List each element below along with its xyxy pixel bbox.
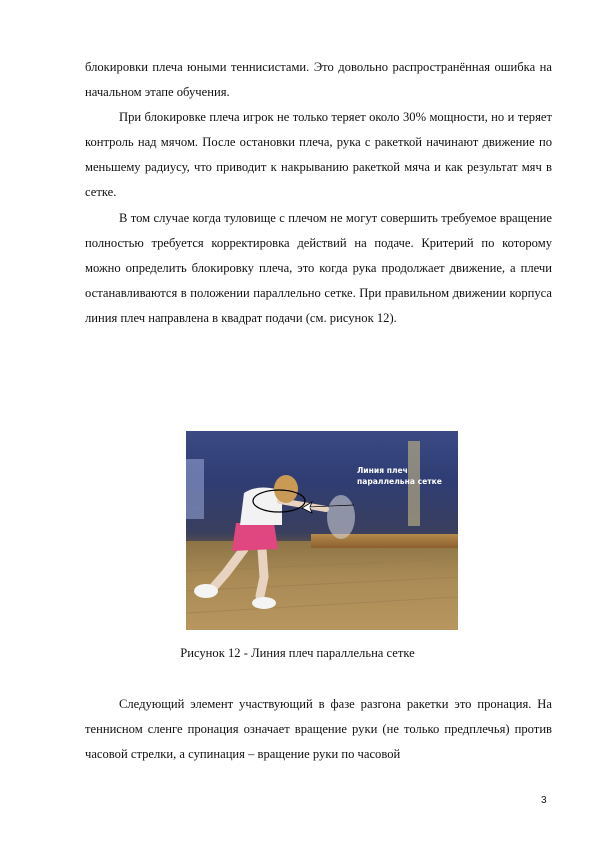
paragraph-1: блокировки плеча юными теннисистами. Это довольно распространённая ошибка на начальном этапе обучения.	[85, 60, 552, 99]
paragraph-2: При блокировке плеча игрок не только теряет около 30% мощности, но и теряет контроль над мячом. После остановки плеча, рука с ракеткой начинают движение по меньшему радиусу, что приводит к накрыванию ракеткой мяча и как результат мяч в сетке.	[85, 110, 552, 199]
figure-caption: Рисунок 12 - Линия плеч параллельна сетке	[180, 646, 415, 660]
shoulder-line-annotation: Линия плеч параллельна сетке	[357, 466, 442, 486]
figure-12-photo	[186, 431, 458, 630]
paragraph-4: Следующий элемент участвующий в фазе разгона ракетки это пронация. На теннисном сленге пронация означает вращение руки (не только предплечья) против часовой стрелки, а супинация – вращение руки по часовой	[85, 697, 552, 761]
player-illustration	[186, 431, 458, 630]
page-number: 3	[541, 795, 547, 806]
paragraph-3: В том случае когда туловище с плечом не могут совершить требуемое вращение полностью требуется корректировка действий на подаче. Критерий по которому можно определить блокировку плеча, это когда рука продолжает движение, а плечи останавливаются в положении параллельно сетке. При правильном движении корпуса линия плеч направлена в квадрат подачи (см. рисунок 12).	[85, 211, 552, 325]
